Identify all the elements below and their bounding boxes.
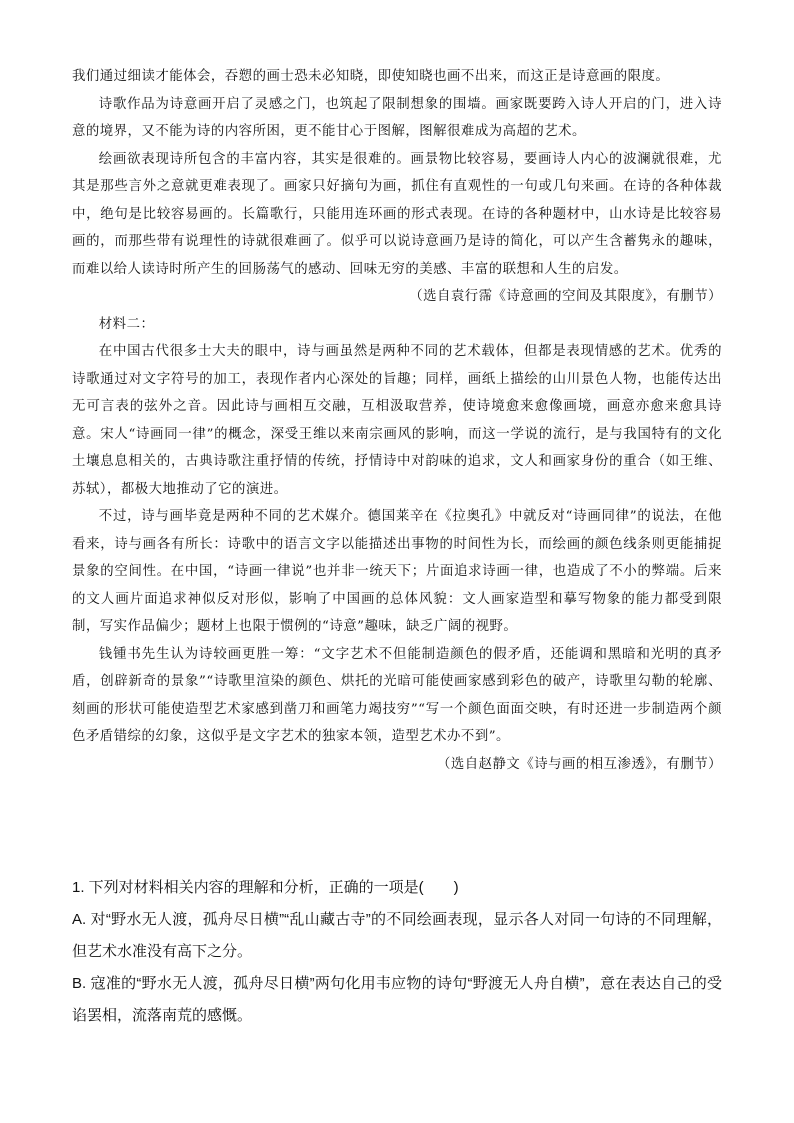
- option-a: A. 对“野水无人渡，孤舟尽日横”“乱山藏古寺”的不同绘画表现，显示各人对同一句诗的不同理解，但艺术水准没有高下之分。: [72, 911, 722, 960]
- question-stem: 1. 下列对材料相关内容的理解和分析，正确的一项是( ): [72, 879, 459, 896]
- passage-paragraph: 钱锺书先生认为诗较画更胜一筹：“文字艺术不但能制造颜色的假矛盾，还能调和黑暗和光明的真矛盾，创辟新奇的景象”“诗歌里渲染的颜色、烘托的光暗可能使画家感到彩色的破产，诗歌里勾勒的轮廓、刻画的形状可能使造型艺术家感到凿刀和画笔力竭技穷”“写一个颜色面面交映，有时还进一步制造两个颜色矛盾错综的幻象，这似乎是文字艺术的独家本领，造型艺术办不到”。: [72, 646, 722, 744]
- passage-paragraph: 在中国古代很多士大夫的眼中，诗与画虽然是两种不同的艺术载体，但都是表现情感的艺术。优秀的诗歌通过对文字符号的加工，表现作者内心深处的旨趣；同样，画纸上描绘的山川景色人物，也能传达出无可言表的弦外之音。因此诗与画相互交融，互相汲取营养，使诗境愈来愈像画境，画意亦愈来愈具诗意。宋人“诗画同一律”的概念，深受王维以来南宗画风的影响，而这一学说的流行，是与我国特有的文化土壤息息相关的，古典诗歌注重抒情的传统，抒情诗中对韵味的追求，文人和画家身份的重合（如王维、苏轼），都极大地推动了它的演进。: [72, 344, 722, 497]
- passage-paragraph: 我们通过细读才能体会，吞愬的画士恐未必知晓，即使知晓也画不出来，而这正是诗意画的限度。: [72, 69, 670, 84]
- passage-paragraph: 不过，诗与画毕竟是两种不同的艺术媒介。德国莱辛在《拉奥孔》中就反对“诗画同律”的说法，在他看来，诗与画各有所长：诗歌中的语言文字以能描述出事物的时间性为长，而绘画的颜色线条则更能捕捉景象的空间性。在中国，“诗画一律说”也并非一统天下；片面追求诗画一律，也造成了不小的弊端。后来的文人画片面追求神似反对形似，影响了中国画的总体风貌：文人画家造型和摹写物象的能力都受到限制，写实作品偏少；题材上也限于惯例的“诗意”趣味，缺乏广阔的视野。: [72, 509, 722, 634]
- question-block: [72, 872, 722, 1032]
- source-citation: （选自袁行霈《诗意画的空间及其限度》，有删节）: [409, 289, 722, 304]
- source-citation: （选自赵静文《诗与画的相互渗透》，有删节）: [436, 756, 722, 772]
- passage-paragraph: 诗歌作品为诗意画开启了灵感之门，也筑起了限制想象的围墙。画家既要跨入诗人开启的门，进入诗意的境界，又不能为诗的内容所困，更不能甘心于图解，图解很难成为高超的艺术。: [72, 96, 722, 139]
- passage-paragraph: 绘画欲表现诗所包含的丰富内容，其实是很难的。画景物比较容易，要画诗人内心的波澜就很难，尤其是那些言外之意就更难表现了。画家只好摘句为画，抓住有直观性的一句或几句来画。在诗的各种体裁中，绝句是比较容易画的。长篇歌行，只能用连环画的形式表现。在诗的各种题材中，山水诗是比较容易画的，而那些带有说理性的诗就很难画了。似乎可以说诗意画乃是诗的简化，可以产生含蓄隽永的趣味，而难以给人读诗时所产生的回肠荡气的感动、回味无穷的美感、丰富的联想和人生的启发。: [72, 151, 722, 277]
- reading-passage: [72, 63, 722, 778]
- option-b: B. 寇准的“野水无人渡，孤舟尽日横”两句化用韦应物的诗句“野渡无人舟自横”，意在表达自己的受谄罢相，流落南荒的感慨。: [72, 975, 722, 1024]
- material-heading: 材料二：: [98, 316, 155, 332]
